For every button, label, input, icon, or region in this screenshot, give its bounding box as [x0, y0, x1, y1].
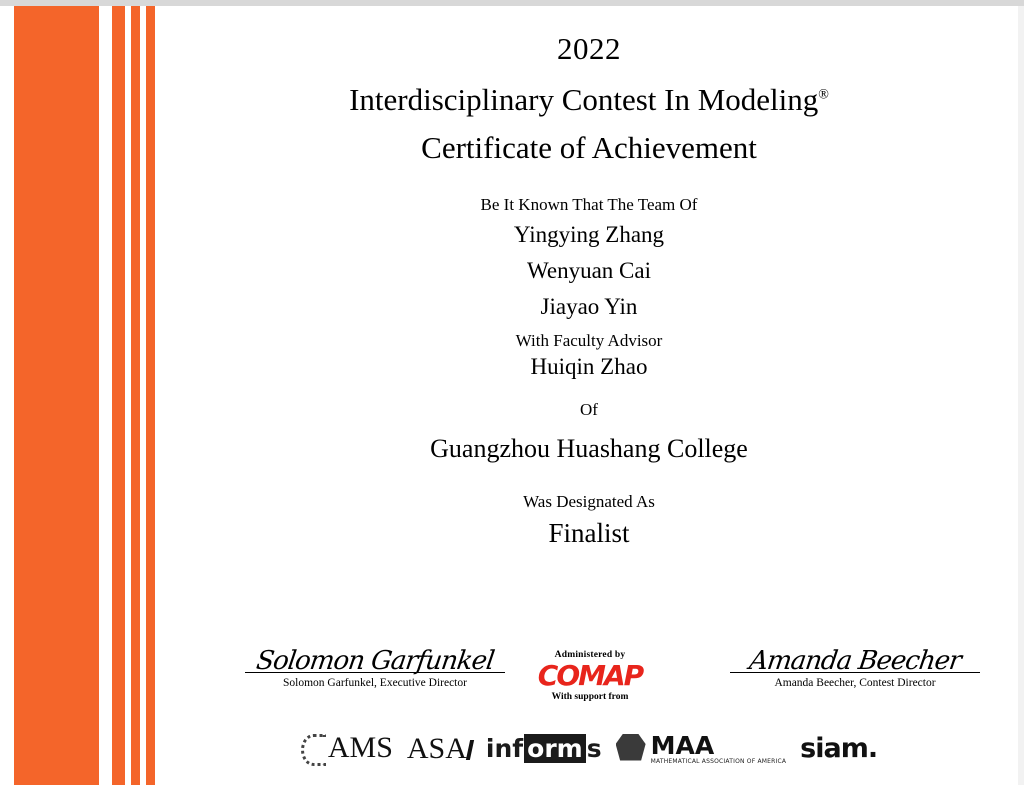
support-from-label: With support from — [551, 692, 629, 702]
comap-logo: COMAP — [537, 659, 643, 692]
advisor-name: Huiqin Zhao — [530, 353, 648, 379]
siam-dot-icon: . — [867, 733, 878, 765]
award-level: Finalist — [548, 517, 630, 548]
administered-by-label: Administered by — [554, 650, 626, 660]
signature-right-caption: Amanda Beecher, Contest Director — [774, 677, 936, 689]
signature-left — [245, 646, 505, 689]
signature-right-script: Amanda Beecher — [747, 646, 963, 676]
contest-year: 2022 — [557, 31, 621, 66]
ams-logo-text: AMS — [327, 731, 393, 764]
ams-logo — [301, 731, 393, 766]
institution-name: Guangzhou Huashang College — [430, 433, 748, 463]
contest-title-text: Interdisciplinary Contest In Modeling — [349, 82, 819, 118]
decorative-bar-wide — [14, 6, 99, 785]
advisor-label: With Faculty Advisor — [515, 330, 663, 350]
administration-block — [515, 650, 665, 702]
siam-logo-text: siam — [800, 733, 868, 765]
asa-logo — [407, 732, 472, 766]
decorative-bar-thin-2 — [146, 6, 155, 785]
maa-subtitle: MATHEMATICAL ASSOCIATION OF AMERICA — [650, 757, 787, 765]
maa-logo-text: MAA — [650, 730, 715, 760]
asa-logo-text: ASA — [406, 731, 467, 765]
team-member-1: Yingying Zhang — [513, 222, 665, 248]
decorative-bar-thin-1 — [131, 6, 140, 785]
designation-label: Was Designated As — [523, 491, 655, 511]
viewer-scrollbar[interactable] — [1018, 6, 1024, 785]
certificate-sheet — [0, 6, 1018, 785]
contest-title — [160, 82, 1018, 118]
siam-logo — [800, 733, 877, 764]
certificate-subtitle: Certificate of Achievement — [421, 129, 757, 165]
registered-trademark-icon: ® — [818, 87, 829, 103]
informs-part-3: s — [586, 734, 602, 764]
decorative-bar-medium — [112, 6, 125, 785]
informs-logo — [486, 734, 602, 763]
certificate-content — [160, 6, 1018, 785]
ams-dots-icon — [301, 734, 326, 766]
lead-text: Be It Known That The Team Of — [480, 195, 698, 215]
sponsor-logo-row — [160, 731, 1018, 766]
asa-tick-icon — [466, 740, 474, 760]
maa-text-block — [650, 730, 787, 765]
signature-left-script: Solomon Garfunkel — [254, 646, 496, 676]
informs-part-2: orm — [524, 734, 586, 763]
signature-right — [730, 646, 980, 689]
maa-logo — [616, 730, 787, 765]
informs-part-1: inf — [485, 734, 524, 764]
signature-left-caption: Solomon Garfunkel, Executive Director — [283, 677, 467, 689]
team-member-2: Wenyuan Cai — [527, 258, 651, 284]
of-label: Of — [580, 399, 598, 419]
maa-polyhedron-icon — [616, 734, 646, 764]
team-member-3: Jiayao Yin — [540, 293, 638, 319]
